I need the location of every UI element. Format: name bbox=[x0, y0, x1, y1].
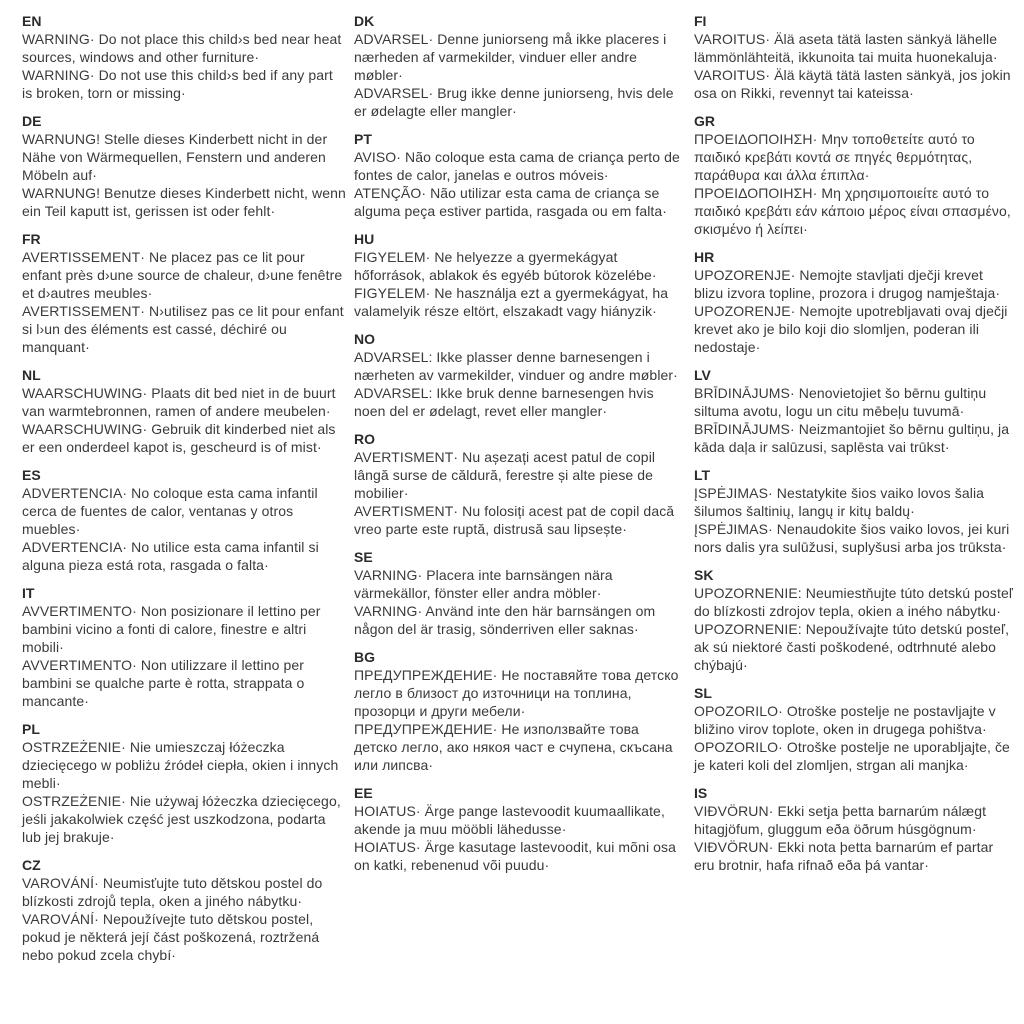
warning-text: UPOZORNENIE: Neumiestňujte túto detskú posteľ do blízkosti zdrojov tepla, okien a iného nábytku· bbox=[694, 585, 1014, 619]
warning-text: BRĪDINĀJUMS· Nenovietojiet šo bērnu gultiņu siltuma avotu, logu un citu mēbeļu tuvumā· bbox=[694, 385, 987, 419]
warning-text: ADVARSEL· Brug ikke denne juniorseng, hvis dele er ødelagte eller mangler· bbox=[354, 85, 674, 119]
language-code-label: ES bbox=[22, 467, 41, 483]
warning-text: WARNUNG! Benutze dieses Kinderbett nicht, wenn ein Teil kaputt ist, gerissen ist oder fehlt· bbox=[22, 185, 346, 219]
warning-text: HOIATUS· Ärge kasutage lastevoodit, kui mõni osa on katki, rebenenud või puudu· bbox=[354, 839, 677, 873]
warning-text: AVVERTIMENTO· Non posizionare il lettino per bambini vicino a fonti di calore, finestre e altri mobili· bbox=[22, 603, 321, 655]
warning-text: ΠΡΟΕΙΔΟΠΟΙΗΣΗ· Μη χρησιμοποιείτε αυτό το παιδικό κρεβάτι εάν κάποιο μέρος είναι σπασμένο, σκισμένο ή λείπει· bbox=[694, 185, 1011, 237]
warning-text: UPOZORNENIE: Nepoužívajte túto detskú posteľ, ak sú niektoré časti poškodené, odtrhnuté alebo chýbajú· bbox=[694, 621, 1010, 673]
warning-text: WARNUNG! Stelle dieses Kinderbett nicht in der Nähe von Wärmequellen, Fenstern und anderen Möbeln auf· bbox=[22, 131, 328, 183]
warning-text: OPOZORILO· Otroške postelje ne postavljajte v bližino virov toplote, oken in drugega pohištva· bbox=[694, 703, 996, 737]
language-code-label: GR bbox=[694, 113, 715, 129]
warning-text: VIÐVÖRUN· Ekki nota þetta barnarúm ef partar eru brotnir, hafa rifnað eða þá vantar· bbox=[694, 839, 994, 873]
language-code-label: EE bbox=[354, 785, 373, 801]
warning-text: HOIATUS· Ärge pange lastevoodit kuumaallikate, akende ja muu mööbli lähedusse· bbox=[354, 803, 665, 837]
warning-section-hr bbox=[694, 248, 1014, 356]
warning-section-ee bbox=[354, 784, 686, 874]
warning-section-pl bbox=[22, 720, 346, 846]
warning-section-ro bbox=[354, 430, 686, 538]
language-code-label: IS bbox=[694, 785, 708, 801]
language-code-label: SE bbox=[354, 549, 373, 565]
language-code-label: HR bbox=[694, 249, 715, 265]
warning-section-pt bbox=[354, 130, 686, 220]
warning-text: VAROITUS· Älä käytä tätä lasten sänkyä, jos jokin osa on Rikki, revennyt tai kateissa· bbox=[694, 67, 1011, 101]
warning-text: WARNING· Do not use this child›s bed if any part is broken, torn or missing· bbox=[22, 67, 333, 101]
warning-text: OSTRZEŻENIE· Nie używaj łóżeczka dziecięcego, jeśli jakakolwiek część jest uszkodzona, podarta lub jej brakuje· bbox=[22, 793, 341, 845]
warning-section-is bbox=[694, 784, 1014, 874]
warning-text: WAARSCHUWING· Gebruik dit kinderbed niet als er een onderdeel kapot is, gescheurd is of mist· bbox=[22, 421, 336, 455]
warning-section-hu bbox=[354, 230, 686, 320]
warning-section-sk bbox=[694, 566, 1014, 674]
warning-section-gr bbox=[694, 112, 1014, 238]
warning-text: ADVARSEL: Ikke bruk denne barnesengen hvis noen del er ødelagt, revet eller mangler· bbox=[354, 385, 654, 419]
warning-text: OPOZORILO· Otroške postelje ne uporabljajte, če je kateri koli del zlomljen, strgan ali manjka· bbox=[694, 739, 1010, 773]
warnings-column-3 bbox=[694, 12, 1014, 1016]
warning-text: AVERTISSEMENT· Ne placez pas ce lit pour enfant près d›une source de chaleur, d›une fenêtre et d›autres meubles· bbox=[22, 249, 343, 301]
warning-text: FIGYELEM· Ne használja ezt a gyermekágyat, ha valamelyik része eltört, elszakadt vagy hiányzik· bbox=[354, 285, 669, 319]
warning-text: UPOZORENJE· Nemojte upotrebljavati ovaj dječji krevet ako je bilo koji dio slomljen, poderan ili nedostaje· bbox=[694, 303, 1008, 355]
warning-section-de bbox=[22, 112, 346, 220]
warning-section-it bbox=[22, 584, 346, 710]
language-code-label: SL bbox=[694, 685, 712, 701]
warning-text: AVERTISMENT· Nu așezați acest patul de copil lângă surse de căldură, ferestre și alte piese de mobilier· bbox=[354, 449, 656, 501]
warning-text: ΠΡΟΕΙΔΟΠΟΙΗΣΗ· Μην τοποθετείτε αυτό το παιδικό κρεβάτι κοντά σε πηγές θερμότητας, παράθυρα και άλλα έπιπλα· bbox=[694, 131, 975, 183]
warning-text: ADVERTENCIA· No coloque esta cama infantil cerca de fuentes de calor, ventanas y otros muebles· bbox=[22, 485, 318, 537]
warning-text: BRĪDINĀJUMS· Neizmantojiet šo bērnu gultiņu, ja kāda daļa ir salūzusi, saplēsta vai trūkst· bbox=[694, 421, 1010, 455]
warning-text: VARNING· Placera inte barnsängen nära värmekällor, fönster eller andra möbler· bbox=[354, 567, 613, 601]
language-code-label: CZ bbox=[22, 857, 41, 873]
warning-section-no bbox=[354, 330, 686, 420]
warning-text: ADVERTENCIA· No utilice esta cama infantil si alguna pieza está rota, rasgada o falta· bbox=[22, 539, 319, 573]
warning-text: UPOZORENJE· Nemojte stavljati dječji krevet blizu izvora topline, prozora i drugog namještaja· bbox=[694, 267, 1001, 301]
warning-text: VAROVÁNÍ· Neumisťujte tuto dětskou postel do blízkosti zdrojů tepla, oken a jiného nábytku· bbox=[22, 875, 323, 909]
warning-text: ПРЕДУПРЕЖДЕНИЕ· Не поставяйте това детско легло в близост до източници на топлина, прозорци и други мебели· bbox=[354, 667, 679, 719]
language-code-label: PL bbox=[22, 721, 40, 737]
language-code-label: FI bbox=[694, 13, 707, 29]
language-code-label: HU bbox=[354, 231, 375, 247]
warning-text: VAROVÁNÍ· Nepoužívejte tuto dětskou postel, pokud je některá její část poškozená, roztržená nebo pokud zcela chybí· bbox=[22, 911, 320, 963]
warning-text: FIGYELEM· Ne helyezze a gyermekágyat hőforrások, ablakok és egyéb bútorok közelébe· bbox=[354, 249, 657, 283]
warning-text: OSTRZEŻENIE· Nie umieszczaj łóżeczka dziecięcego w pobliżu źródeł ciepła, okien i innych mebli· bbox=[22, 739, 339, 791]
warnings-column-1 bbox=[22, 12, 346, 1016]
warning-section-cz bbox=[22, 856, 346, 964]
warning-text: AVERTISMENT· Nu folosiți acest pat de copil dacă vreo parte este ruptă, distrusă sau lipsește· bbox=[354, 503, 675, 537]
warning-text: VAROITUS· Älä aseta tätä lasten sänkyä lähelle lämmönlähteitä, ikkunoita tai muita huonekaluja· bbox=[694, 31, 998, 65]
warning-section-sl bbox=[694, 684, 1014, 774]
language-code-label: RO bbox=[354, 431, 375, 447]
warning-section-fi bbox=[694, 12, 1014, 102]
language-code-label: NL bbox=[22, 367, 41, 383]
warning-text: WARNING· Do not place this child›s bed near heat sources, windows and other furniture· bbox=[22, 31, 342, 65]
warning-section-lv bbox=[694, 366, 1014, 456]
language-code-label: DE bbox=[22, 113, 42, 129]
language-code-label: BG bbox=[354, 649, 375, 665]
language-code-label: LV bbox=[694, 367, 711, 383]
warning-text: ATENÇÃO· Não utilizar esta cama de criança se alguma peça estiver partida, rasgada ou em falta· bbox=[354, 185, 668, 219]
warning-text: VARNING· Använd inte den här barnsängen om någon del är trasig, sönderriven eller saknas· bbox=[354, 603, 656, 637]
warnings-column-2 bbox=[354, 12, 686, 1016]
language-code-label: IT bbox=[22, 585, 35, 601]
warning-section-se bbox=[354, 548, 686, 638]
warning-text: ĮSPĖJIMAS· Nenaudokite šios vaiko lovos, jei kuri nors dalis yra sulūžusi, suplyšusi arba jos trūksta· bbox=[694, 521, 1010, 555]
warning-text: ADVARSEL· Denne juniorseng må ikke placeres i nærheden af varmekilder, vinduer eller andre møbler· bbox=[354, 31, 667, 83]
warning-section-bg bbox=[354, 648, 686, 774]
warning-text: ADVARSEL: Ikke plasser denne barnesengen i nærheten av varmekilder, vinduer og andre møbler· bbox=[354, 349, 678, 383]
warning-text: WAARSCHUWING· Plaats dit bed niet in de buurt van warmtebronnen, ramen of andere meubelen· bbox=[22, 385, 336, 419]
warning-text: ĮSPĖJIMAS· Nestatykite šios vaiko lovos šalia šilumos šaltinių, langų ir kitų baldų· bbox=[694, 485, 985, 519]
language-code-label: PT bbox=[354, 131, 372, 147]
language-code-label: DK bbox=[354, 13, 375, 29]
warning-section-es bbox=[22, 466, 346, 574]
warning-text: AVISO· Não coloque esta cama de criança perto de fontes de calor, janelas e outros móveis· bbox=[354, 149, 680, 183]
language-code-label: FR bbox=[22, 231, 41, 247]
warning-text: AVVERTIMENTO· Non utilizzare il lettino per bambini se qualche parte è rotta, strappata o mancante· bbox=[22, 657, 305, 709]
warning-section-nl bbox=[22, 366, 346, 456]
language-code-label: NO bbox=[354, 331, 375, 347]
warning-text: ПРЕДУПРЕЖДЕНИЕ· Не използвайте това детско легло, ако някоя част е счупена, скъсана или липсва· bbox=[354, 721, 673, 773]
warning-section-dk bbox=[354, 12, 686, 120]
language-code-label: LT bbox=[694, 467, 711, 483]
warning-text: VIÐVÖRUN· Ekki setja þetta barnarúm nálægt hitagjöfum, gluggum eða öðrum húsgögnum· bbox=[694, 803, 987, 837]
language-code-label: EN bbox=[22, 13, 42, 29]
warning-text: AVERTISSEMENT· N›utilisez pas ce lit pour enfant si l›un des éléments est cassé, déchiré ou manquant· bbox=[22, 303, 344, 355]
language-code-label: SK bbox=[694, 567, 714, 583]
warning-section-fr bbox=[22, 230, 346, 356]
warning-section-en bbox=[22, 12, 346, 102]
warning-section-lt bbox=[694, 466, 1014, 556]
